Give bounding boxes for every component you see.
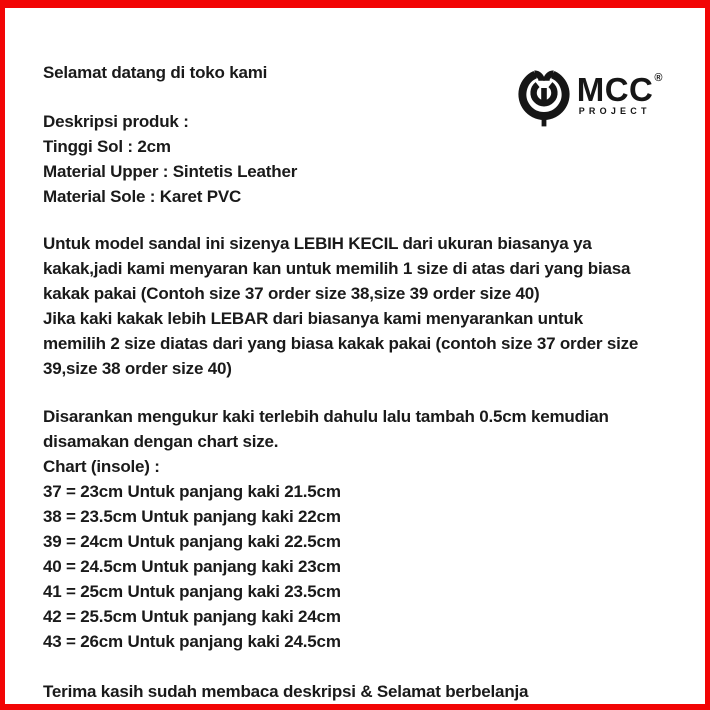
size-chart-row: 41 = 25cm Untuk panjang kaki 23.5cm <box>43 582 341 601</box>
product-detail-line: Material Sole : Karet PVC <box>43 187 242 206</box>
brand-logo-text <box>576 71 663 117</box>
sizing-advice-line: kakak,jadi kami menyaran kan untuk memilih 1 size di atas dari yang biasa <box>43 259 631 278</box>
product-detail-line: Tinggi Sol : 2cm <box>43 137 171 156</box>
size-chart-row: 39 = 24cm Untuk panjang kaki 22.5cm <box>43 532 341 551</box>
measure-note-line: disamakan dengan chart size. <box>43 432 279 451</box>
sizing-advice-section <box>43 231 685 381</box>
sizing-advice-line: Jika kaki kakak lebih LEBAR dari biasanya kami menyarankan untuk <box>43 309 583 328</box>
sizing-advice-line: kakak pakai (Contoh size 37 order size 38,size 39 order size 40) <box>43 284 540 303</box>
registered-trademark-icon: ® <box>654 72 663 84</box>
size-chart-row: 37 = 23cm Untuk panjang kaki 21.5cm <box>43 482 341 501</box>
size-chart-row: 43 = 26cm Untuk panjang kaki 24.5cm <box>43 632 341 651</box>
size-chart-row: 40 = 24.5cm Untuk panjang kaki 23cm <box>43 557 341 576</box>
brand-name: MCC <box>576 71 654 108</box>
sizing-advice-line: Untuk model sandal ini sizenya LEBIH KECIL dari ukuran biasanya ya <box>43 234 592 253</box>
brand-logo <box>516 64 663 128</box>
sizing-advice-line: memilih 2 size diatas dari yang biasa kakak pakai (contoh size 37 order size <box>43 334 639 353</box>
mcc-monogram-icon <box>516 64 572 128</box>
brand-subtitle: PROJECT <box>578 106 651 116</box>
closing-text: Terima kasih sudah membaca deskripsi & Selamat berbelanja <box>43 682 529 701</box>
measure-note-lines <box>43 404 685 454</box>
size-chart-lines <box>43 479 685 654</box>
product-details-lines <box>43 134 685 209</box>
sizing-advice-line: 39,size 38 order size 40) <box>43 359 232 378</box>
product-detail-line: Material Upper : Sintetis Leather <box>43 162 298 181</box>
size-chart-title: Chart (insole) : <box>43 457 160 476</box>
measure-note-line: Disarankan mengukur kaki terlebih dahulu lalu tambah 0.5cm kemudian <box>43 407 609 426</box>
size-chart-row: 38 = 23.5cm Untuk panjang kaki 22cm <box>43 507 341 526</box>
product-details-title: Deskripsi produk : <box>43 112 189 131</box>
size-chart-row: 42 = 25.5cm Untuk panjang kaki 24cm <box>43 607 341 626</box>
welcome-text: Selamat datang di toko kami <box>43 63 268 82</box>
size-chart-section <box>43 404 685 654</box>
